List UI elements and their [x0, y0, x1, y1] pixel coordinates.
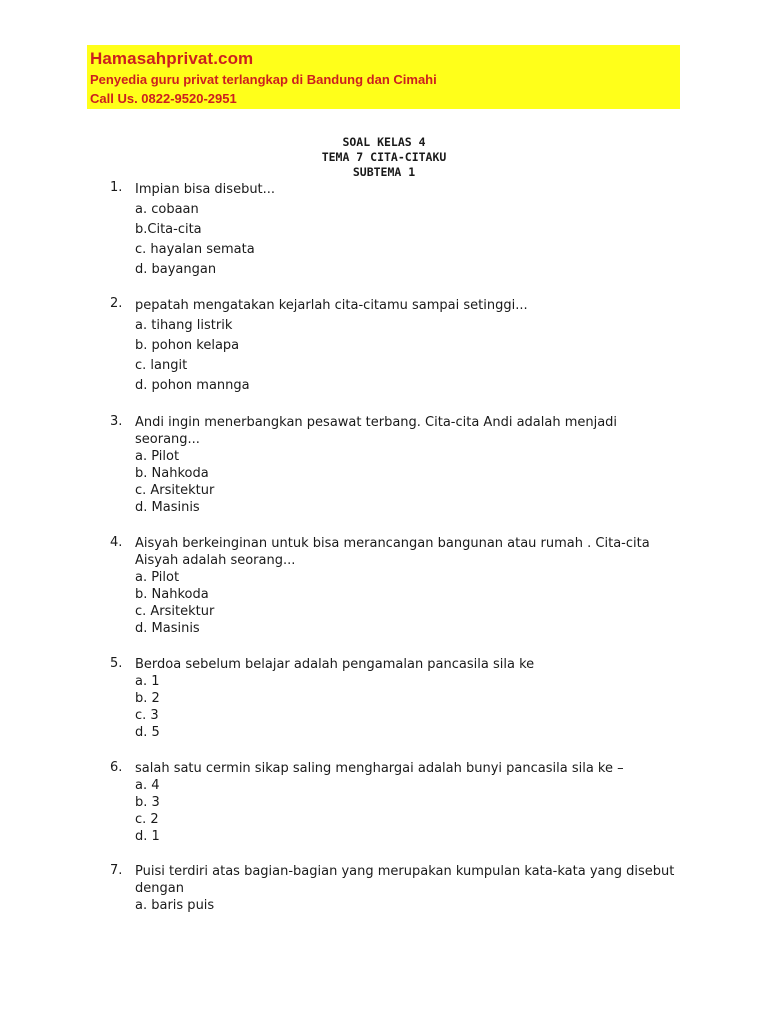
option: c. Arsitektur — [135, 604, 215, 619]
option: a. Pilot — [135, 449, 180, 464]
option: c. 2 — [135, 812, 159, 827]
question-2 — [110, 296, 680, 396]
question-text: Puisi terdiri atas bagian-bagian yang merupakan kumpulan kata-kata yang disebut dengan — [135, 864, 675, 896]
question-number: 3. — [110, 414, 123, 429]
option: c. langit — [135, 358, 188, 373]
option: b.Cita-cita — [135, 222, 202, 237]
question-4 — [110, 535, 680, 637]
option: a. 4 — [135, 778, 160, 793]
heading-theme: TEMA 7 CITA-CITAKU — [321, 150, 447, 164]
option: d. 5 — [135, 725, 160, 740]
option: a. 1 — [135, 674, 160, 689]
site-name: Hamasahprivat.com — [90, 49, 254, 68]
option: b. Nahkoda — [135, 466, 209, 481]
option: d. pohon mannga — [135, 378, 250, 393]
question-1 — [110, 180, 680, 280]
question-text: pepatah mengatakan kejarlah cita-citamu sampai setinggi... — [135, 298, 528, 313]
question-7 — [110, 863, 680, 914]
document-heading — [0, 135, 768, 180]
option: c. 3 — [135, 708, 159, 723]
option: b. 2 — [135, 691, 160, 706]
tagline: Penyedia guru privat terlangkap di Bandung dan Cimahi — [90, 72, 437, 87]
question-6 — [110, 760, 680, 845]
option: d. 1 — [135, 829, 160, 844]
question-text: Andi ingin menerbangkan pesawat terbang. Cita-cita Andi adalah menjadi seorang... — [135, 415, 618, 447]
option: b. pohon kelapa — [135, 338, 240, 353]
contact-phone: Call Us. 0822-9520-2951 — [90, 91, 237, 106]
question-number: 2. — [110, 296, 123, 311]
question-number: 7. — [110, 863, 123, 878]
question-5 — [110, 656, 680, 741]
question-text: Berdoa sebelum belajar adalah pengamalan pancasila sila ke — [135, 657, 535, 672]
question-number: 4. — [110, 535, 123, 550]
option: d. bayangan — [135, 262, 217, 277]
question-number: 6. — [110, 760, 123, 775]
header-banner — [87, 45, 680, 109]
option: d. Masinis — [135, 621, 200, 636]
question-number: 5. — [110, 656, 123, 671]
question-text: salah satu cermin sikap saling menghargai adalah bunyi pancasila sila ke – — [135, 761, 624, 776]
heading-class: SOAL KELAS 4 — [342, 135, 426, 149]
option: a. baris puis — [135, 898, 215, 913]
question-text: Aisyah berkeinginan untuk bisa merancangan bangunan atau rumah . Cita-cita Aisyah adalah seorang... — [135, 536, 650, 568]
question-number: 1. — [110, 180, 123, 195]
option: a. cobaan — [135, 202, 199, 217]
question-text: Impian bisa disebut... — [135, 182, 276, 197]
heading-subtheme: SUBTEMA 1 — [352, 165, 416, 179]
option: b. 3 — [135, 795, 160, 810]
question-3 — [110, 414, 680, 516]
option: c. hayalan semata — [135, 242, 255, 257]
option: a. Pilot — [135, 570, 180, 585]
option: b. Nahkoda — [135, 587, 209, 602]
option: a. tihang listrik — [135, 318, 233, 333]
option: c. Arsitektur — [135, 483, 215, 498]
option: d. Masinis — [135, 500, 200, 515]
